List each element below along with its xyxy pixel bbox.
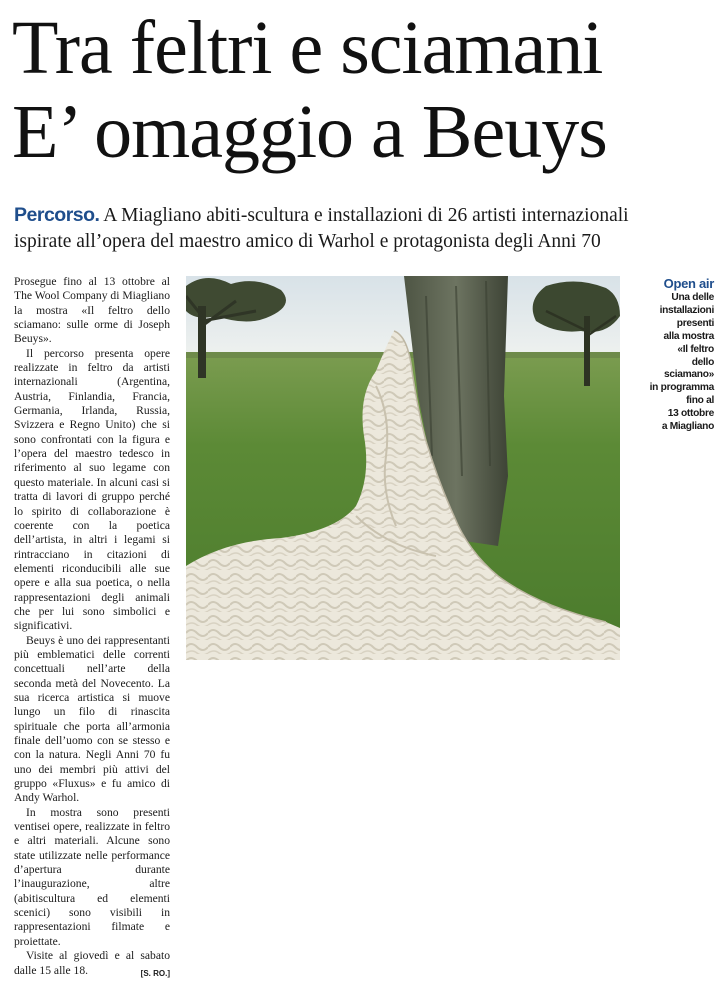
article-paragraph: Beuys è uno dei rappresentanti più emblematici delle correnti concettuali nell’arte della seconda metà del Novecento. La sua ricerca artistica si muove lungo un filo di rinascita spirituale che porta all’armonia finale dell’uomo con se stesso e con la natura. Negli Anni 70 fu uno dei membri più attivi del gruppo «Fluxus» e fu amico di Andy Warhol. (14, 633, 170, 805)
headline (12, 6, 714, 174)
caption-line: «Il feltro (677, 343, 714, 355)
subheadline (14, 202, 714, 255)
photo-caption (628, 276, 714, 434)
author-signature: [S. RO.] (140, 968, 170, 978)
caption-line: Una delle (671, 292, 714, 303)
caption-line: in programma (649, 382, 714, 394)
felt-installation-photo (186, 276, 620, 660)
article-body (14, 275, 170, 981)
caption-line: presenti (676, 317, 714, 329)
subheadline-line-1 (14, 202, 714, 229)
article-photo (186, 276, 620, 660)
headline-line-2: E’ omaggio a Beuys (12, 90, 607, 174)
caption-line: installazioni (659, 304, 714, 316)
subheadline-kicker: Percorso. (14, 204, 100, 226)
caption-line: sciamano» (664, 369, 714, 381)
subheadline-line-2: ispirate all’opera del maestro amico di Warhol e protagonista degli Anni 70 (14, 231, 601, 252)
caption-line: a Miagliano (661, 421, 714, 433)
article-paragraph (14, 949, 170, 978)
caption-line: dello (691, 356, 714, 368)
article-paragraph: Prosegue fino al 13 ottobre al The Wool Company di Miagliano la mostra «Il feltro dello sciamano: sulle orme di Joseph Beuys». (14, 275, 170, 346)
article-paragraph-text: Visite al giovedì e al sabato dalle 15 alle 18. (14, 949, 170, 977)
caption-line: 13 ottobre (667, 408, 714, 420)
headline-line-1: Tra feltri e sciamani (12, 6, 603, 90)
article-paragraph: In mostra sono presenti ventisei opere, realizzate in feltro e altri materiali. Alcune sono state utilizzate nelle performance d’apertura durante l’inaugurazione, altre (abitiscultura ed elementi scenici) sono visibili in rappresentazioni filmate e proiettate. (14, 805, 170, 948)
subheadline-text-1: A Miagliano abiti-scultura e installazioni di 26 artisti internazionali (103, 205, 629, 226)
caption-line: alla mostra (663, 330, 714, 342)
caption-line: fino al (686, 395, 714, 407)
caption-title: Open air (663, 276, 714, 291)
caption-text (628, 292, 714, 434)
article-paragraph: Il percorso presenta opere realizzate in feltro da artisti internazionali (Argentina, Austria, Finlandia, Francia, Germania, Irlanda, Russia, Svizzera e Regno Unito) che si sono confrontati con la figura e l’opera del maestro tedesco in riferimento al suo legame con questo materiale. In alcuni casi si tratta di lavori di gruppo perché lo spirito di collaborazione è coerente con la poetica dell’artista, in altri i legami si rintracciano in citazioni di elementi riconducibili alle sue opere e alla sua poetica, o nella rappresentazioni degli animali che per lui sono simbolici e significativi. (14, 346, 170, 633)
